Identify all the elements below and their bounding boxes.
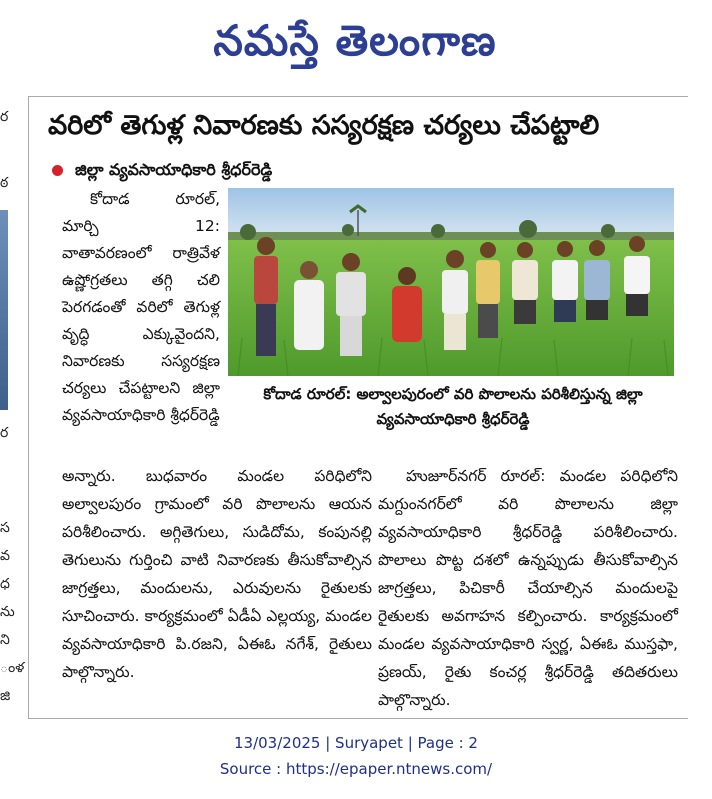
fragment-text: ధ <box>0 576 10 592</box>
bottom-divider <box>28 718 688 719</box>
article-second-report <box>378 462 678 712</box>
byline-text: జిల్లా వ్యవసాయాధికారి శ్రీధర్‌రెడ్డి <box>75 160 273 179</box>
source-link[interactable]: Source : https://epaper.ntnews.com/ <box>219 760 493 778</box>
article-photo <box>228 188 674 376</box>
fragment-text: జి <box>0 688 11 704</box>
masthead-title: నమస్తే తెలంగాణ <box>213 16 497 65</box>
column-divider <box>28 97 29 719</box>
footer-source-line <box>0 760 712 778</box>
fragment-text: ఠ <box>0 175 9 191</box>
fragment-text: ని <box>0 632 10 648</box>
bullet-icon <box>52 165 63 176</box>
fragment-text: ంళ <box>0 660 25 676</box>
adjacent-photo-edge <box>0 210 8 410</box>
article-body-bottom: అన్నారు. బుధవారం మండల పరిధిలోని అల్వాలపురం గ్రామంలో వరి పొలాలను ఆయన పరిశీలించారు. అగ్గితెగులు, సుడిదోమ, కంపునల్లి తెగులును గుర్తించి వాటి నివారణకు తీసుకోవాల్సిన జాగ్రత్తలు, మందులను, ఎరువులను రైతులకు సూచించారు. కార్యక్రమంలో ఏడీఏ ఎల్లయ్య, మండల వ్యవసాయాధికారి పి.రజని, ఏఈఓ నగేశ్, రైతులు పాల్గొన్నారు. <box>62 467 372 681</box>
article-body-top-text: కోదాడ రూరల్, మార్చి 12: వాతావరణంలో రాత్రివేళ ఉష్ణోగ్రతలు తగ్గి చలి పెరగడంతో వరిలో తెగుళ్ల వృద్ధి ఎక్కువైందని, నివారణకు సస్యరక్షణ చర్యలు చేపట్టాలని జిల్లా వ్యవసాయాధికారి శ్రీధర్‌రెడ్డి <box>62 190 220 424</box>
adjacent-column-fragment <box>0 95 25 725</box>
article-body-top <box>62 186 220 456</box>
article-headline: వరిలో తెగుళ్ల నివారణకు సస్యరక్షణ చర్యలు చేపట్టాలి <box>48 110 600 141</box>
second-report-text: హుజూర్‌నగర్ రూరల్: మండల పరిధిలోని మగ్దుంనగర్‌లో వరి పొలాలను జిల్లా వ్యవసాయాధికారి శ్రీధర్‌రెడ్డి పరిశీలించారు. పొలాలు పొట్ట దశలో ఉన్నప్పుడు తీసుకోవాల్సిన జాగ్రత్తలు, పిచికారీ చేయాల్సిన మందులపై రైతులకు అవగాహన కల్పించారు. కార్యక్రమంలో మండల వ్యవసాయాధికారి స్వర్ణ, ఏఈఓ ముస్తఫా, ప్రణయ్, రైతు కంచర్ల శ్రీధర్‌రెడ్డి తదితరులు పాల్గొన్నారు. <box>378 467 678 709</box>
footer-date-line: 13/03/2025 | Suryapet | Page : 2 <box>234 734 478 752</box>
photo-caption: కోదాడ రూరల్: అల్వాలపురంలో వరి పొలాలను పరిశీలిస్తున్న జిల్లా వ్యవసాయాధికారి శ్రీధర్‌రెడ్డి <box>263 385 643 428</box>
fragment-text: వ <box>0 548 10 564</box>
fragment-text: ను <box>0 604 15 620</box>
top-divider <box>28 96 688 97</box>
fragment-text: ర <box>0 109 9 125</box>
fragment-text: ర <box>0 425 9 441</box>
article-byline <box>52 157 272 183</box>
fragment-text: స <box>0 520 10 536</box>
